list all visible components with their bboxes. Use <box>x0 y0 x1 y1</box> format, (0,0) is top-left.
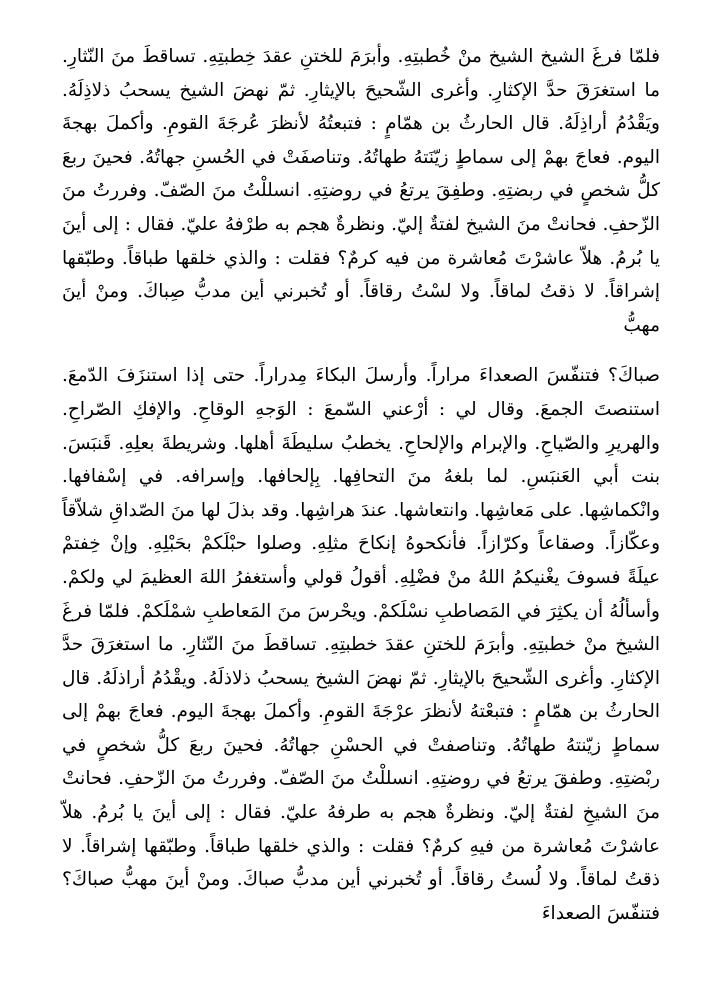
paragraph: فلمّا فرغَ الشيخ الشيخ منْ خُطبتِهِ. وأبرَمَ للختنِ عقدَ خِطبتِهِ. تساقطَ منَ النّثارِ. ما استغرَقَ حدَّ الإكثارِ. وأغرى الشّحيحَ بالإيثارِ. ثمّ نهضَ الشيخ يسحبُ ذلاذِلَهُ. ويَقْدُمُ أراذِلَهُ. قال الحارثُ بن همّامٍ : فتبعتُهُ لأنظرَ عُرجَةَ القومِ. وأكملَ بهجةَ اليوم. فعاجَ بهمْ إلى سماطٍ زيّنَتهُ طهاتُهُ. وتناصفَتْ في الحُسنِ جهاتُهُ. فحينَ ربعَ كلُّ شخصٍ في ربضتِهِ. وطفِقَ يرتعُ في روضتِهِ. انسللْتُ منَ الصّفّ. وفررتُ منَ الزّحفِ. فحانتْ منَ الشيخ لفتةٌ إليّ. ونظرةٌ هجم به طرْفهُ عليّ. فقال : إلى أينَ يا بُرمُ. هلاّ عاشرْتَ مُعاشرة من فيه كرمٌ؟ فقلت : والذي خلقها طباقاً. وطبّقها إشراقاً. لا ذقتُ لماقاً. ولا لسْتُ رقاقاً. أو تُخبرني أين مدبُّ صِباكَ. ومنْ أينَ مهبُّ <box>62 46 660 336</box>
document-body <box>62 40 660 930</box>
paragraph: صباكَ؟ فتنفّسَ الصعداءَ مراراً. وأرسلَ البكاءَ مِدراراً. حتى إذا استنزَفَ الدّمعَ. استنصتَ الجمعَ. وقال لي : أرْعني السّمعَ : الوَجهِ الوقاحِ. والإفكِ الصّراحِ. والهريرِ والصّياحِ. والإبرام والإلحاحِ. يخطبُ سليطَةَ أهلها. وشريطةَ بعلِهِ. قَنبَسَ. بنت أبي العَنبَسِ. لما بلغهُ منَ التحافِها. بِإلحافها. وإسرافه. في إسْفافها. وانْكماشِها. على مَعاشِها. وانتعاشها. عندَ هراشِها. وقد بذلَ لها منَ الصّداقِ شلاّقاً وعكّازاً. وصقاعاً وكرّازاً. فأنكحوهُ إنكاحَ مثلِهِ. وصلوا حبْلَكمْ بحَبْلِهِ. وإنْ خِفتمْ عيلَةً فسوفَ يغْنيكمُ اللهُ منْ فضْلِهِ. أقولُ قولي وأستغفرُ اللهَ العظيمَ لي ولكمْ. وأسألُهُ أن يكثِرَ في المَصاطبِ نسْلَكمْ. ويحْرسَ منَ المَعاطبِ شمْلَكمْ. فلمّا فرغَ الشيخ منْ خطبتِهِ. وأبرَمَ للختنِ عقدَ خطبتِهِ. تساقطَ منَ النّثارِ. ما استغرَقَ حدَّ الإكثارِ. وأغرى الشّحيحَ بالإيثارِ. ثمّ نهضَ الشيخ يسحبُ ذلاذلَهُ. ويقْدُمُ أراذلَهُ. قال الحارثُ بن همّامٍ : فتبعْتهُ لأنظرَ عرْجَةَ القومِ. وأكملَ بهجةَ اليوم. فعاجَ بهمْ إلى سماطٍ زيّنتهُ طهاتُهُ. وتناصفتْ في الحسْنِ جهاتُهُ. فحينَ ربعَ كلُّ شخصٍ في ربْضتِهِ. وطفقَ يرتعُ في روضتِهِ. انسللْتُ منَ الصّفّ. وفررتُ منَ الزّحفِ. فحانتْ منَ الشيخِ لفتةٌ إليّ. ونظرةٌ هجم به طرفهُ عليّ. فقال : إلى أينَ يا بُرمُ. هلاّ عاشرْتَ مُعاشرة من فيهِ كرمٌ؟ فقلت : والذي خلقها طباقاً. وطبّقها إشراقاً. لا ذقتُ لماقاً. ولا لُستُ رقاقاً. أو تُخبرني أين مدبُّ صباكَ. ومنْ أينَ مهبُّ صباكَ؟ فتنفّسَ الصعداءَ <box>62 365 660 924</box>
